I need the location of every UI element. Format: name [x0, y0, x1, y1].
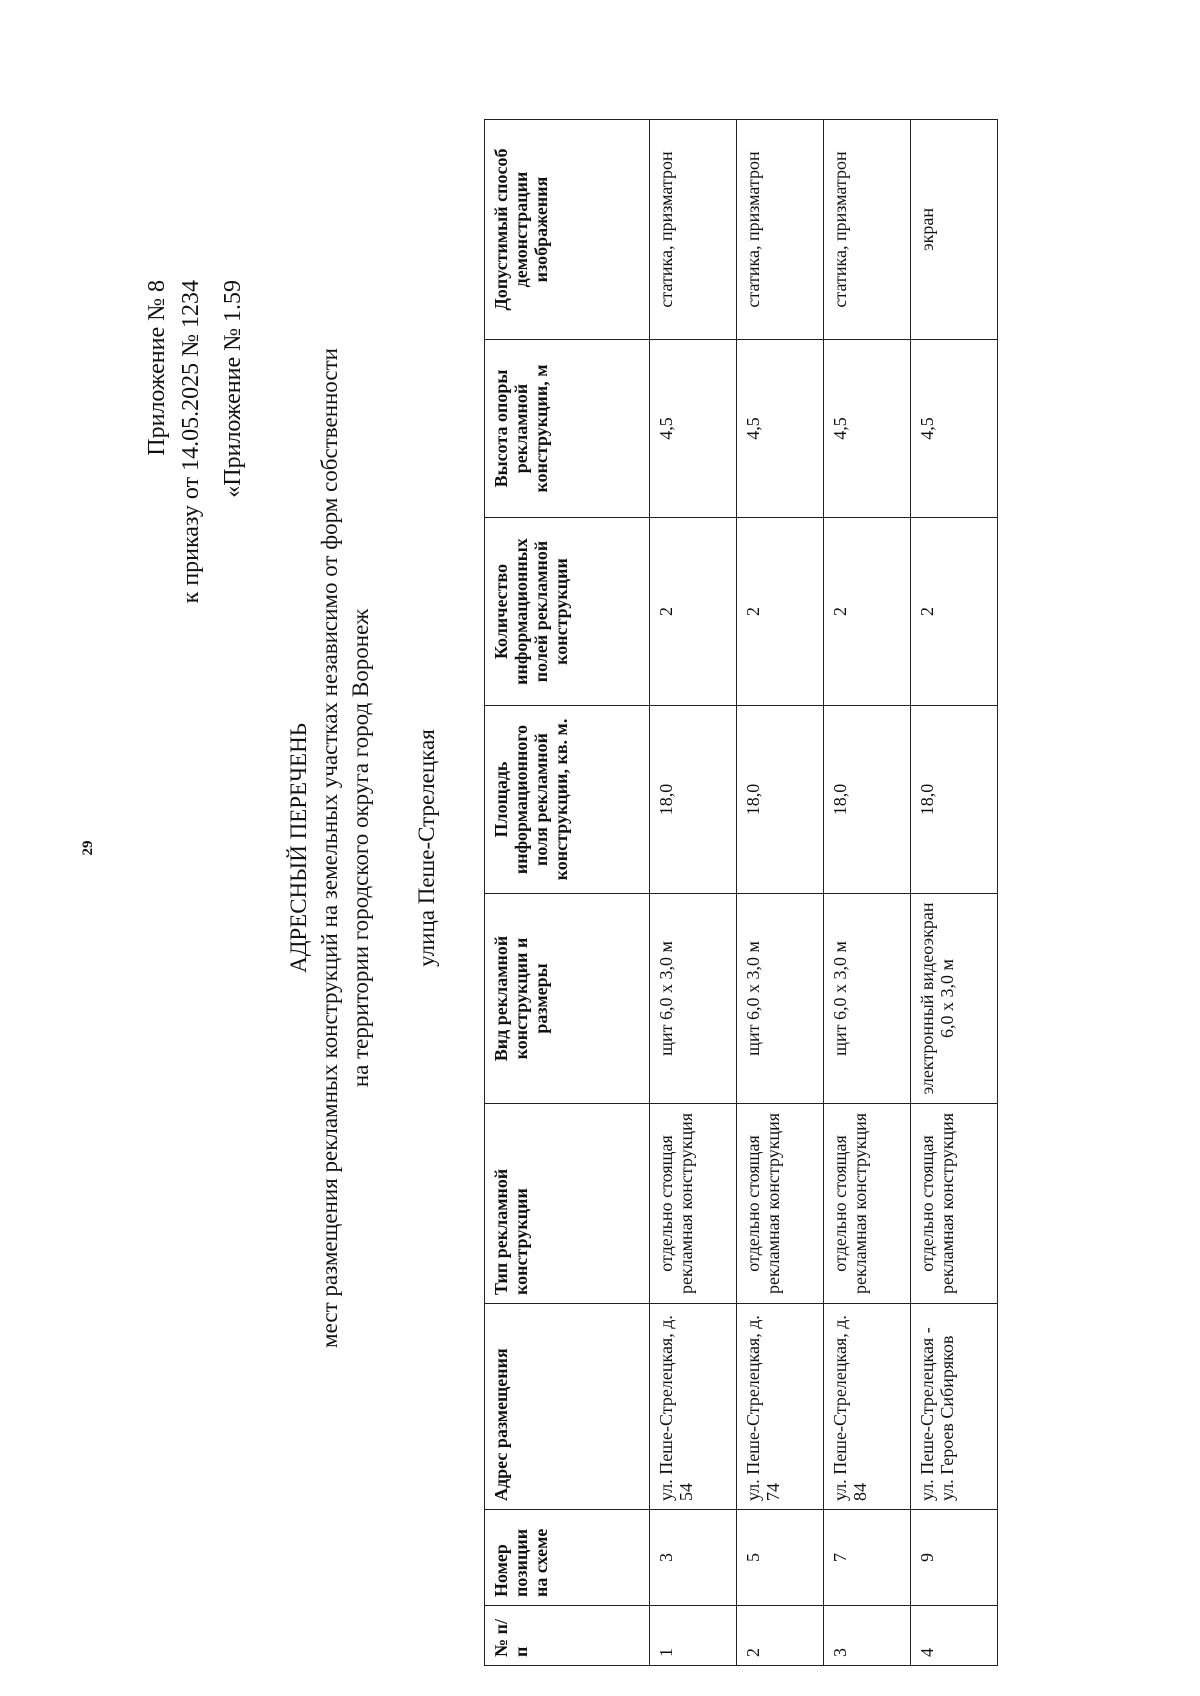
cell-height: 4,5: [650, 340, 737, 518]
cell-height: 4,5: [737, 340, 824, 518]
cell-index: 2: [737, 1606, 824, 1666]
cell-height: 4,5: [824, 340, 911, 518]
order-reference: к приказу от 14.05.2025 № 1234: [178, 280, 204, 604]
cell-area: 18,0: [824, 706, 911, 894]
column-header: Допустимый способ демонстрации изображения: [485, 120, 650, 340]
cell-fields-count: 2: [824, 518, 911, 706]
cell-kind-size: щит 6,0 х 3,0 м: [824, 894, 911, 1104]
street-heading: улица Пеше-Стрелецкая: [414, 729, 439, 967]
cell-address: ул. Пеше-Стрелецкая, д. 84: [824, 1304, 911, 1510]
address-table: [484, 119, 998, 1666]
table-row: [737, 120, 824, 1666]
cell-area: 18,0: [911, 706, 998, 894]
cell-type: отдельно стоящая рекламная конструкция: [650, 1104, 737, 1304]
cell-index: 3: [824, 1606, 911, 1666]
cell-kind-size: электронный видеоэкран 6,0 х 3,0 м: [911, 894, 998, 1104]
cell-position: 7: [824, 1510, 911, 1606]
cell-type: отдельно стоящая рекламная конструкция: [824, 1104, 911, 1304]
title-main: АДРЕСНЫЙ ПЕРЕЧЕНЬ: [286, 723, 311, 973]
column-header: Высота опоры рекламной конструкции, м: [485, 340, 650, 518]
cell-fields-count: 2: [737, 518, 824, 706]
table-header-row: [485, 120, 650, 1666]
title-subtitle: мест размещения рекламных конструкций на земельных участках независимо от форм собственности: [317, 348, 342, 1348]
column-header: № п/п: [485, 1606, 650, 1666]
column-header: Площадь информационного поля рекламной конструкции, кв. м.: [485, 706, 650, 894]
cell-position: 3: [650, 1510, 737, 1606]
title-subtitle-2: на территории городского округа город Воронеж: [348, 608, 373, 1088]
table-row: [650, 120, 737, 1666]
column-header: Номер позиции на схеме: [485, 1510, 650, 1606]
cell-area: 18,0: [650, 706, 737, 894]
cell-address: ул. Пеше-Стрелецкая, д. 54: [650, 1304, 737, 1510]
cell-display-method: экран: [911, 120, 998, 340]
column-header: Адрес размещения: [485, 1304, 650, 1510]
cell-fields-count: 2: [911, 518, 998, 706]
column-header: Вид рекламной конструкции и размеры: [485, 894, 650, 1104]
table-row: [824, 120, 911, 1666]
cell-area: 18,0: [737, 706, 824, 894]
cell-display-method: статика, призматрон: [650, 120, 737, 340]
appendix-line: Приложение № 8: [144, 280, 170, 456]
appendix-header: [140, 280, 250, 603]
cell-display-method: статика, призматрон: [737, 120, 824, 340]
cell-height: 4,5: [911, 340, 998, 518]
cell-index: 4: [911, 1606, 998, 1666]
cell-kind-size: щит 6,0 х 3,0 м: [737, 894, 824, 1104]
document-title: [283, 0, 376, 1696]
cell-address: ул. Пеше-Стрелецкая - ул. Героев Сибиряков: [911, 1304, 998, 1510]
column-header: Тип рекламной конструкции: [485, 1104, 650, 1304]
cell-type: отдельно стоящая рекламная конструкция: [911, 1104, 998, 1304]
cell-address: ул. Пеше-Стрелецкая, д. 74: [737, 1304, 824, 1510]
cell-index: 1: [650, 1606, 737, 1666]
table-row: [911, 120, 998, 1666]
appendix-sub-line: «Приложение № 1.59: [220, 280, 246, 498]
page-number: 29: [80, 840, 96, 856]
cell-position: 9: [911, 1510, 998, 1606]
column-header: Количество информационных полей рекламной конструкции: [485, 518, 650, 706]
cell-kind-size: щит 6,0 х 3,0 м: [650, 894, 737, 1104]
cell-fields-count: 2: [650, 518, 737, 706]
cell-position: 5: [737, 1510, 824, 1606]
cell-type: отдельно стоящая рекламная конструкция: [737, 1104, 824, 1304]
cell-display-method: статика, призматрон: [824, 120, 911, 340]
